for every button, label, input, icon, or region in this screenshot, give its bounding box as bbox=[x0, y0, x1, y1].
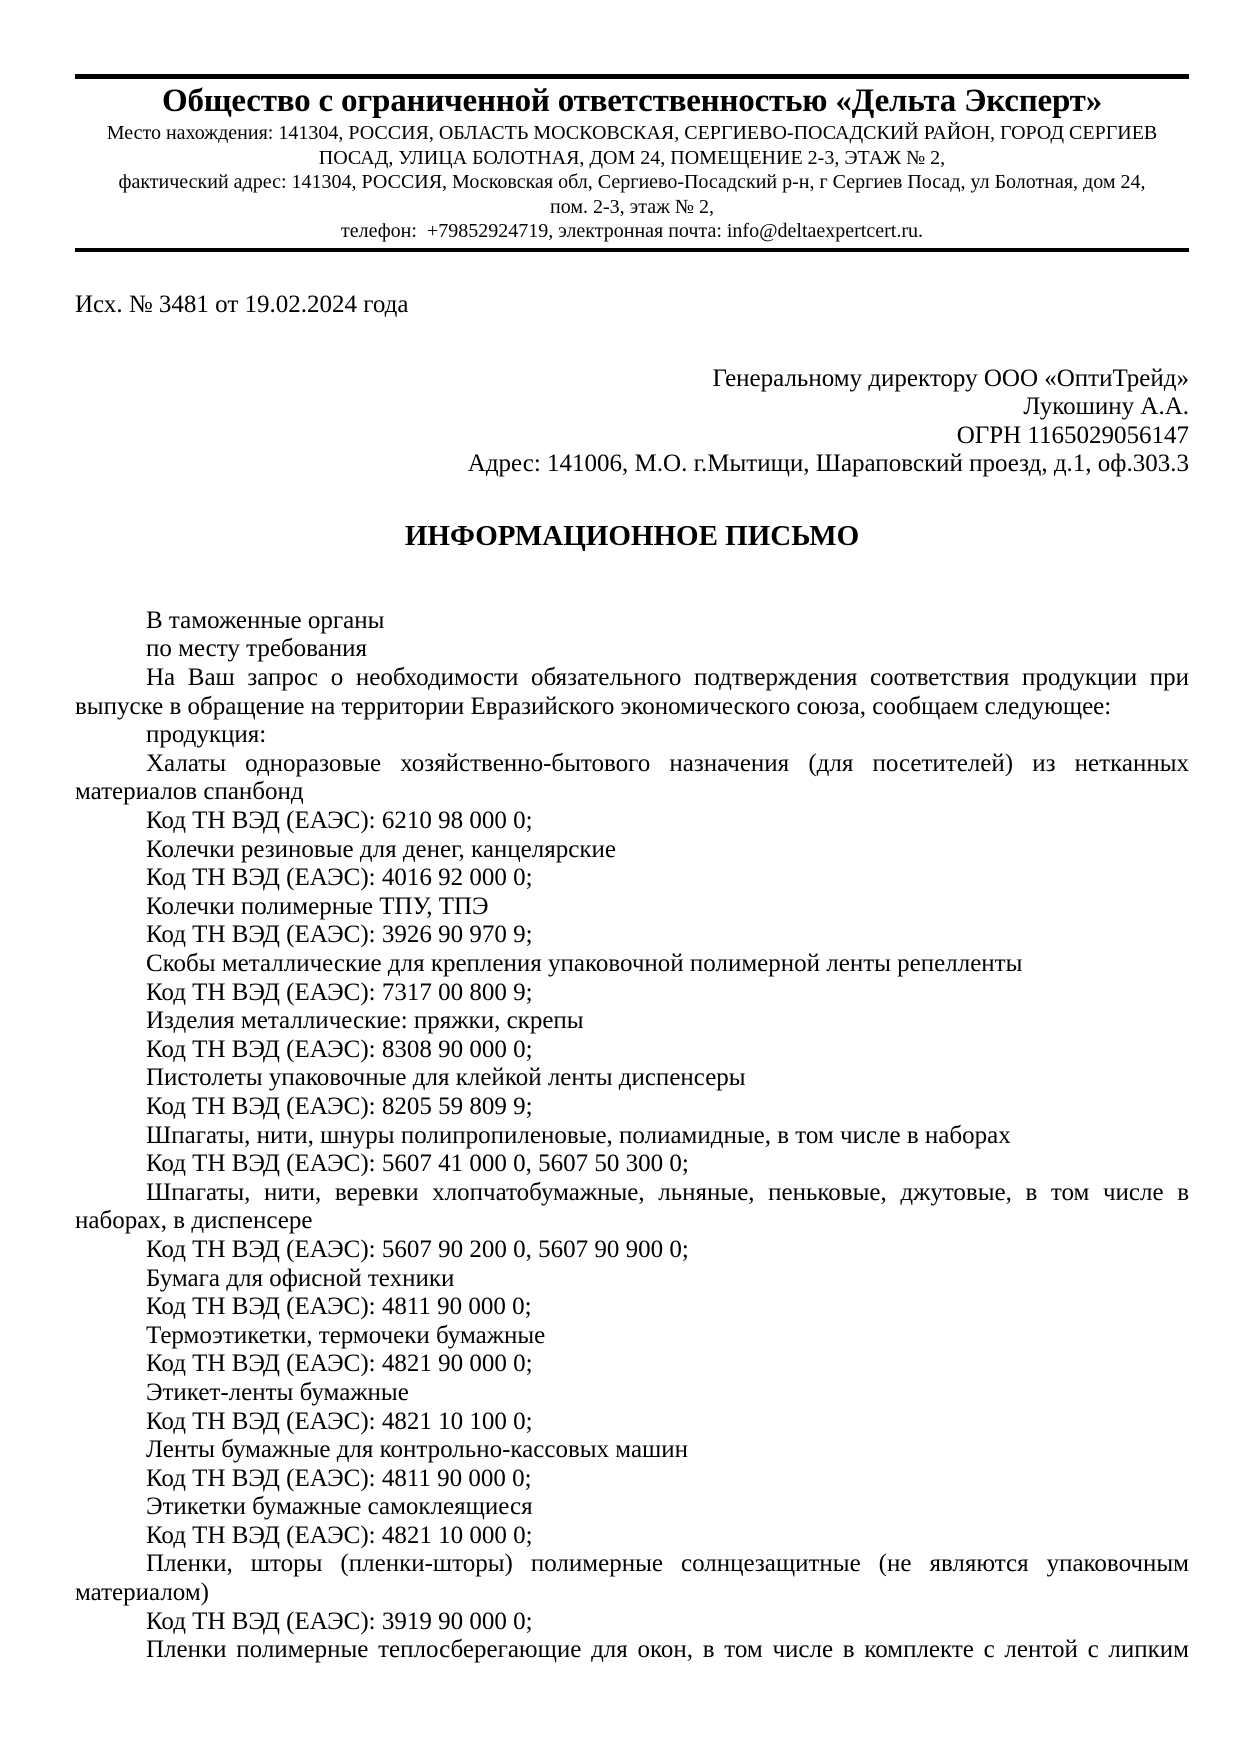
header-address-line: Место нахождения: 141304, РОССИЯ, ОБЛАСТЬ МОСКОВСКАЯ, СЕРГИЕВО-ПОСАДСКИЙ РАЙОН, ГОРОД СЕРГИЕВ bbox=[106, 122, 1158, 144]
header-address-line: телефон: +79852924719, электронная почта: info@deltaexpertcert.ru. bbox=[341, 220, 923, 242]
body-line: Код ТН ВЭД (ЕАЭС): 4811 90 000 0; bbox=[146, 1464, 532, 1492]
addressee-line: Адрес: 141006, М.О. г.Мытищи, Шараповский проезд, д.1, оф.303.3 bbox=[467, 450, 1189, 478]
addressee-line: ОГРН 1165029056147 bbox=[956, 421, 1189, 449]
company-address-block bbox=[75, 121, 1189, 244]
body-line: Код ТН ВЭД (ЕАЭС): 3919 90 000 0; bbox=[146, 1607, 533, 1635]
body-line: материалом) bbox=[75, 1579, 209, 1607]
letter-body bbox=[75, 607, 1189, 1665]
company-name: Общество с ограниченной ответственностью «Дельта Эксперт» bbox=[161, 83, 1102, 119]
body-line: продукция: bbox=[146, 721, 267, 749]
body-line: Шпагаты, нити, веревки хлопчатобумажные, льняные, пеньковые, джутовые, в том числе в bbox=[146, 1178, 1189, 1206]
body-line: Ленты бумажные для контрольно-кассовых машин bbox=[146, 1436, 689, 1464]
body-line: Код ТН ВЭД (ЕАЭС): 5607 41 000 0, 5607 50 300 0; bbox=[146, 1150, 689, 1178]
header-address-line: фактический адрес: 141304, РОССИЯ, Московская обл, Сергиево-Посадский р-н, г Сергиев Посад, ул Болотная, дом 24, bbox=[118, 171, 1146, 193]
body-line: Код ТН ВЭД (ЕАЭС): 4821 10 000 0; bbox=[146, 1521, 533, 1549]
body-line: Код ТН ВЭД (ЕАЭС): 4821 90 000 0; bbox=[146, 1350, 533, 1378]
body-line: материалов спанбонд bbox=[75, 778, 304, 806]
body-line: Колечки резиновые для денег, канцелярские bbox=[146, 835, 616, 863]
body-line: Код ТН ВЭД (ЕАЭС): 4811 90 000 0; bbox=[146, 1293, 532, 1321]
addressee-line: Генеральному директору ООО «ОптиТрейд» bbox=[712, 364, 1189, 392]
body-line: выпуске в обращение на территории Евразийского экономического союза, сообщаем следующее: bbox=[75, 692, 1112, 720]
body-line: Изделия металлические: пряжки, скрепы bbox=[146, 1007, 584, 1035]
body-line: Пленки полимерные теплосберегающие для окон, в том числе в комплекте с лентой с липким bbox=[146, 1636, 1189, 1664]
body-line: наборах, в диспенсере bbox=[75, 1207, 313, 1235]
outgoing-reference: Исх. № 3481 от 19.02.2024 года bbox=[75, 290, 409, 318]
body-line: В таможенные органы bbox=[146, 606, 385, 634]
body-line: Скобы металлические для крепления упаковочной полимерной ленты репелленты bbox=[146, 950, 1023, 977]
body-line: по месту требования bbox=[146, 635, 367, 663]
header-address-line: пом. 2-3, этаж № 2, bbox=[550, 195, 714, 218]
body-line: Код ТН ВЭД (ЕАЭС): 6210 98 000 0; bbox=[146, 807, 533, 835]
body-line: Код ТН ВЭД (ЕАЭС): 8205 59 809 9; bbox=[146, 1092, 533, 1120]
body-line: На Ваш запрос о необходимости обязательного подтверждения соответствия продукции при bbox=[146, 664, 1189, 692]
body-line: Код ТН ВЭД (ЕАЭС): 4821 10 100 0; bbox=[146, 1407, 533, 1435]
body-line: Бумага для офисной техники bbox=[146, 1264, 455, 1292]
body-line: Код ТН ВЭД (ЕАЭС): 8308 90 000 0; bbox=[146, 1035, 533, 1063]
body-line: Этикет-ленты бумажные bbox=[146, 1378, 409, 1406]
addressee-block bbox=[75, 365, 1189, 479]
header-bottom-rule bbox=[75, 248, 1189, 252]
body-line: Код ТН ВЭД (ЕАЭС): 7317 00 800 9; bbox=[146, 978, 533, 1006]
letter-title: ИНФОРМАЦИОННОЕ ПИСЬМО bbox=[404, 519, 860, 552]
body-line: Колечки полимерные ТПУ, ТПЭ bbox=[146, 892, 489, 920]
body-line: Код ТН ВЭД (ЕАЭС): 5607 90 200 0, 5607 90 900 0; bbox=[146, 1235, 689, 1263]
body-line: Код ТН ВЭД (ЕАЭС): 4016 92 000 0; bbox=[146, 864, 533, 892]
addressee-line: Лукошину А.А. bbox=[1023, 393, 1189, 421]
body-line: Пистолеты упаковочные для клейкой ленты диспенсеры bbox=[146, 1064, 746, 1092]
body-line: Этикетки бумажные самоклеящиеся bbox=[146, 1493, 533, 1521]
header-address-line: ПОСАД, УЛИЦА БОЛОТНАЯ, ДОМ 24, ПОМЕЩЕНИЕ 2-3, ЭТАЖ № 2, bbox=[318, 146, 946, 169]
body-line: Термоэтикетки, термочеки бумажные bbox=[146, 1321, 546, 1349]
header-top-rule bbox=[75, 74, 1189, 79]
body-line: Халаты одноразовые хозяйственно-бытового назначения (для посетителей) из нетканных bbox=[146, 749, 1189, 777]
body-line: Пленки, шторы (пленки-шторы) полимерные солнцезащитные (не являются упаковочным bbox=[146, 1550, 1189, 1578]
body-line: Код ТН ВЭД (ЕАЭС): 3926 90 970 9; bbox=[146, 921, 533, 949]
body-line: Шпагаты, нити, шнуры полипропиленовые, полиамидные, в том числе в наборах bbox=[146, 1121, 1011, 1149]
